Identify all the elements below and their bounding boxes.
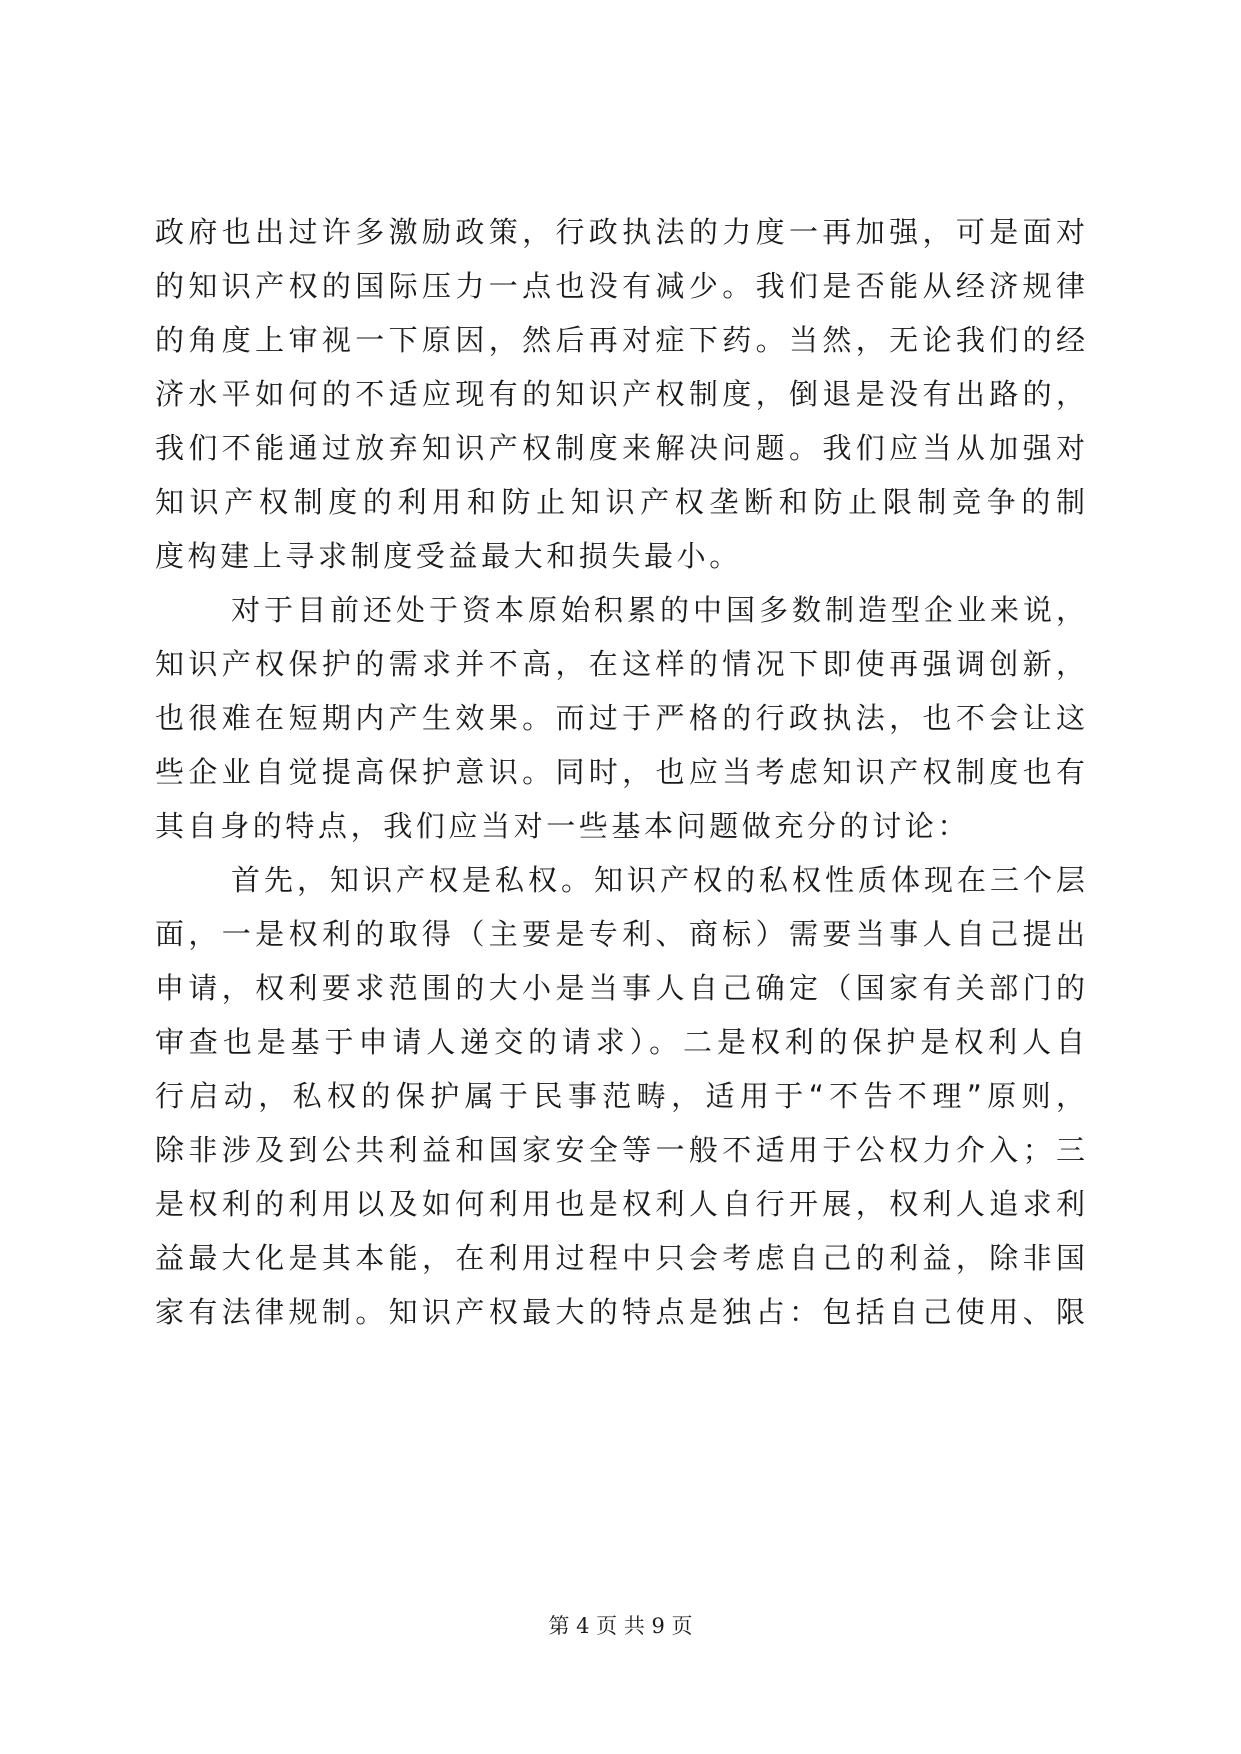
paragraph-line: 对于目前还处于资本原始积累的中国多数制造型企业来说，: [231, 593, 1085, 627]
paragraph-line: 政府也出过许多激励政策，行政执法的力度一再加强，可是面对: [155, 215, 1085, 249]
paragraph-line: 面，一是权利的取得（主要是专利、商标）需要当事人自己提出: [155, 917, 1085, 951]
paragraph-line: 也很难在短期内产生效果。而过于严格的行政执法，也不会让这: [155, 701, 1085, 735]
paragraph-line: 首先，知识产权是私权。知识产权的私权性质体现在三个层: [231, 863, 1085, 897]
paragraph-line: 家有法律规制。知识产权最大的特点是独占：包括自己使用、限: [155, 1295, 1085, 1329]
paragraph-line: 申请，权利要求范围的大小是当事人自己确定（国家有关部门的: [155, 971, 1085, 1005]
paragraph-line: 我们不能通过放弃知识产权制度来解决问题。我们应当从加强对: [155, 431, 1085, 465]
paragraph-line: 是权利的利用以及如何利用也是权利人自行开展，权利人追求利: [155, 1187, 1085, 1221]
paragraph-line: 益最大化是其本能，在利用过程中只会考虑自己的利益，除非国: [155, 1241, 1085, 1275]
paragraph-line: 的角度上审视一下原因，然后再对症下药。当然，无论我们的经: [155, 323, 1085, 357]
paragraph-line: 的知识产权的国际压力一点也没有减少。我们是否能从经济规律: [155, 269, 1085, 303]
paragraph-line: 其自身的特点，我们应当对一些基本问题做充分的讨论：: [155, 809, 971, 843]
paragraph-line: 除非涉及到公共利益和国家安全等一般不适用于公权力介入；三: [155, 1133, 1085, 1167]
page-number-footer: 第 4 页 共 9 页: [548, 1614, 693, 1638]
paragraph-line: 知识产权制度的利用和防止知识产权垄断和防止限制竞争的制: [155, 485, 1085, 519]
paragraph-line: 知识产权保护的需求并不高，在这样的情况下即使再强调创新，: [155, 647, 1085, 681]
paragraph-line: 度构建上寻求制度受益最大和损失最小。: [155, 539, 742, 573]
paragraph-line: 些企业自觉提高保护意识。同时，也应当考虑知识产权制度也有: [155, 755, 1085, 789]
paragraph-line: 济水平如何的不适应现有的知识产权制度，倒退是没有出路的，: [155, 377, 1085, 411]
paragraph-line: 行启动，私权的保护属于民事范畴，适用于“不告不理”原则，: [155, 1079, 1085, 1113]
paragraph-line: 审查也是基于申请人递交的请求）。二是权利的保护是权利人自: [155, 1025, 1085, 1059]
